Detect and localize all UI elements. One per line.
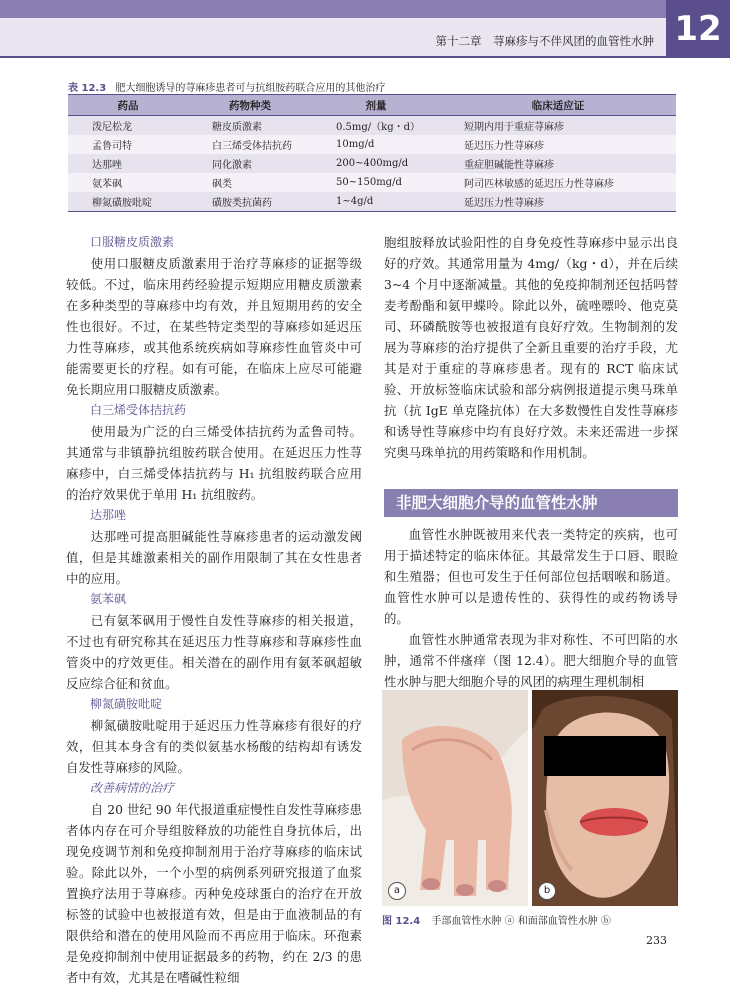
page-number: 233 xyxy=(646,934,667,947)
right-column-top xyxy=(384,232,678,463)
table-row xyxy=(68,192,676,212)
section-heading: 非肥大细胞介导的血管性水肿 xyxy=(384,489,678,517)
table-cell: 柳氮磺胺吡啶 xyxy=(68,192,188,212)
table-cell: 阿司匹林敏感的延迟压力性荨麻疹 xyxy=(440,173,676,192)
table-cell: 10mg/d xyxy=(312,135,440,154)
paragraph-disease-modifying: 自 20 世纪 90 年代报道重症慢性自发性荨麻疹患者体内存在可介导组胺释放的功能性自身抗体后，出现免疫调节剂和免疫抑制剂用于治疗荨麻疹的临床试验。除此以外，一个小型的病例系列研究报道了血浆置换疗法用于荨麻疹。丙种免疫球蛋白的治疗在开放标签的试验中也被报道有效，但是由于血液制品的有限供给和潜在的使用风险而不再应用于临床。环孢素是免疫抑制剂中使用证据最多的药物，约在 2/3 的患者中有效，尤其是在嗜碱性粒细 xyxy=(66,802,362,985)
table-cell: 0.5mg/（kg・d） xyxy=(312,116,440,136)
table-row xyxy=(68,116,676,136)
table-cell: 延迟压力性荨麻疹 xyxy=(440,135,676,154)
table-header-cell: 剂量 xyxy=(312,95,440,116)
panel-label-a: a xyxy=(388,882,406,900)
subheading-leukotriene: 白三烯受体拮抗药 xyxy=(90,403,187,417)
table-cell: 重症胆碱能性荨麻疹 xyxy=(440,154,676,173)
paragraph-danazol: 达那唑可提高胆碱能性荨麻疹患者的运动激发阈值，但是其雄激素相关的副作用限制了其在女性患者中的应用。 xyxy=(66,529,362,586)
paragraph-angioedema-1: 血管性水肿既被用来代表一类特定的疾病，也可用于描述特定的临床体征。其最常发生于口唇、眼睑和生殖器；但也可发生于任何部位包括咽喉和肠道。血管性水肿可以是遗传性的、获得性的或药物诱导的。 xyxy=(384,527,678,626)
hand-angioedema-photo xyxy=(382,690,528,906)
table-cell: 泼尼松龙 xyxy=(68,116,188,136)
figure-label: 图 12.4 xyxy=(382,916,421,927)
table-header-cell: 药品 xyxy=(68,95,188,116)
face-angioedema-photo xyxy=(532,690,678,906)
table-cell: 氨苯砜 xyxy=(68,173,188,192)
header-rule xyxy=(0,56,730,58)
paragraph-dapsone: 已有氨苯砜用于慢性自发性荨麻疹的相关报道，不过也有研究称其在延迟压力性荨麻疹和荨麻疹性血管炎中的疗效更佳。相关潜在的副作用有氨苯砜超敏反应综合征和贫血。 xyxy=(66,613,362,691)
table-cell: 磺胺类抗菌药 xyxy=(188,192,312,212)
table-cell: 糖皮质激素 xyxy=(188,116,312,136)
table-row xyxy=(68,135,676,154)
table-cell: 孟鲁司特 xyxy=(68,135,188,154)
table-header-cell: 临床适应证 xyxy=(440,95,676,116)
table-cell: 50~150mg/d xyxy=(312,173,440,192)
table-cell: 短期内用于重症荨麻疹 xyxy=(440,116,676,136)
figure-caption-text: 手部血管性水肿 ⓐ 和面部血管性水肿 ⓑ xyxy=(431,916,611,927)
table-title: 肥大细胞诱导的荨麻疹患者可与抗组胺药联合应用的其他治疗 xyxy=(115,83,386,94)
paragraph-angioedema-2: 血管性水肿通常表现为非对称性、不可凹陷的水肿，通常不伴瘙痒（图 12.4）。肥大细胞介导的血管性水肿与肥大细胞介导的风团的病理生理机制相 xyxy=(384,632,678,689)
subheading-danazol: 达那唑 xyxy=(90,508,127,522)
table-label: 表 12.3 xyxy=(68,83,107,94)
table-header-row xyxy=(68,95,676,116)
table-row xyxy=(68,173,676,192)
table-cell: 达那唑 xyxy=(68,154,188,173)
table-cell: 200~400mg/d xyxy=(312,154,440,173)
figure-caption xyxy=(382,912,611,927)
paragraph-sulfasalazine: 柳氮磺胺吡啶用于延迟压力性荨麻疹有很好的疗效，但其本身含有的类似氨基水杨酸的结构却有诱发自发性荨麻疹的风险。 xyxy=(66,718,362,775)
left-column xyxy=(66,232,362,988)
paragraph-leukotriene: 使用最为广泛的白三烯受体拮抗药为孟鲁司特。其通常与非镇静抗组胺药联合使用。在延迟压力性荨麻疹中，白三烯受体拮抗药与 H₁ 抗组胺药联合应用的治疗效果优于单用 H₁ 抗组胺药。 xyxy=(66,424,362,502)
table-cell: 砜类 xyxy=(188,173,312,192)
panel-label-b: b xyxy=(538,882,556,900)
subheading-disease-modifying: 改善病情的治疗 xyxy=(90,781,175,795)
chapter-number-tab: 12 xyxy=(666,0,730,58)
subheading-dapsone: 氨苯砜 xyxy=(90,592,127,606)
right-column-bottom xyxy=(384,524,678,692)
table-cell: 白三烯受体拮抗药 xyxy=(188,135,312,154)
subheading-sulfasalazine: 柳氮磺胺吡啶 xyxy=(90,697,163,711)
table-cell: 1~4g/d xyxy=(312,192,440,212)
table-cell: 延迟压力性荨麻疹 xyxy=(440,192,676,212)
subheading-oral-steroids: 口服糖皮质激素 xyxy=(90,235,175,249)
paragraph-continued: 胞组胺释放试验阳性的自身免疫性荨麻疹中显示出良好的疗效。其通常用量为 4mg/（kg・d），并在后续 3~4 个月中逐渐减量。其他的免疫抑制剂还包括吗替麦考酚酯和氨甲蝶呤。除此以外，硫唑嘌呤、他克莫司、环磷酰胺等也被报道有良好疗效。生物制剂的发展为荨麻疹的治疗提供了全新且重要的治疗手段，尤其是对于重症的荨麻疹患者。现有的 RCT 临床试验、开放标签临床试验和部分病例报道提示奥马珠单抗（抗 IgE 单克隆抗体）在大多数慢性自发性荨麻疹和诱导性荨麻疹中均有良好疗效。未来还需进一步探究奥马珠单抗的用药策略和作用机制。 xyxy=(384,235,678,460)
table-row xyxy=(68,154,676,173)
chapter-title: 第十二章 荨麻疹与不伴风团的血管性水肿 xyxy=(435,34,654,48)
table-header-cell: 药物种类 xyxy=(188,95,312,116)
table-caption xyxy=(68,79,385,94)
figure-12-4 xyxy=(382,690,678,906)
drug-table xyxy=(68,94,676,212)
table-cell: 同化激素 xyxy=(188,154,312,173)
paragraph-oral-steroids: 使用口服糖皮质激素用于治疗荨麻疹的证据等级较低。不过，临床用药经验提示短期应用糖皮质激素在多种类型的荨麻疹中均有效，并且短期用药的安全性也很好。不过，在某些特定类型的荨麻疹如延迟压力性荨麻疹，或其他系统疾病如荨麻疹性血管炎中可能需要更长的疗程。如有可能，在临床上应尽可能避免长期应用口服糖皮质激素。 xyxy=(66,256,362,397)
